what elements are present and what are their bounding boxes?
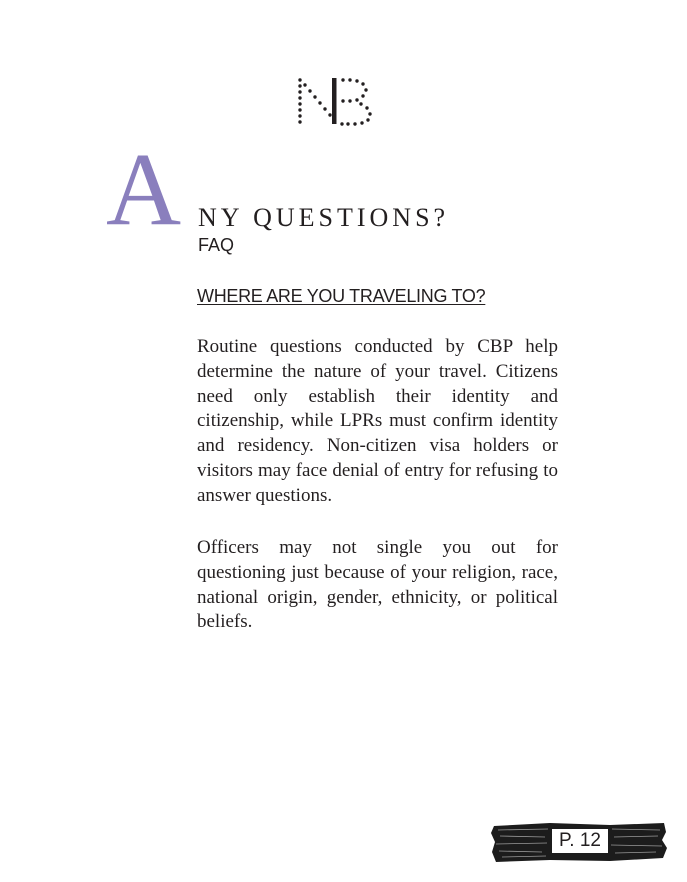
nb-monogram-icon [296,76,378,128]
drop-cap: A [106,132,182,247]
page-number-badge [490,820,668,864]
page-title: NY QUESTIONS? [198,203,450,232]
page-subtitle: FAQ [198,235,235,255]
body-paragraph: Officers may not single you out for questioning just because of your religion, race, national origin, gender, ethnicity, or political beliefs. [197,537,558,633]
body-paragraph: Routine questions conducted by CBP help determine the nature of your travel. Citizens need only establish their identity and citizenship, while LPRs must confirm identity and residency. Non-citizen visa holders or visitors may face denial of entry for refusing to answer questions. [197,336,558,506]
section-question: WHERE ARE YOU TRAVELING TO? [197,286,486,306]
page-number: P. 12 [552,829,608,853]
